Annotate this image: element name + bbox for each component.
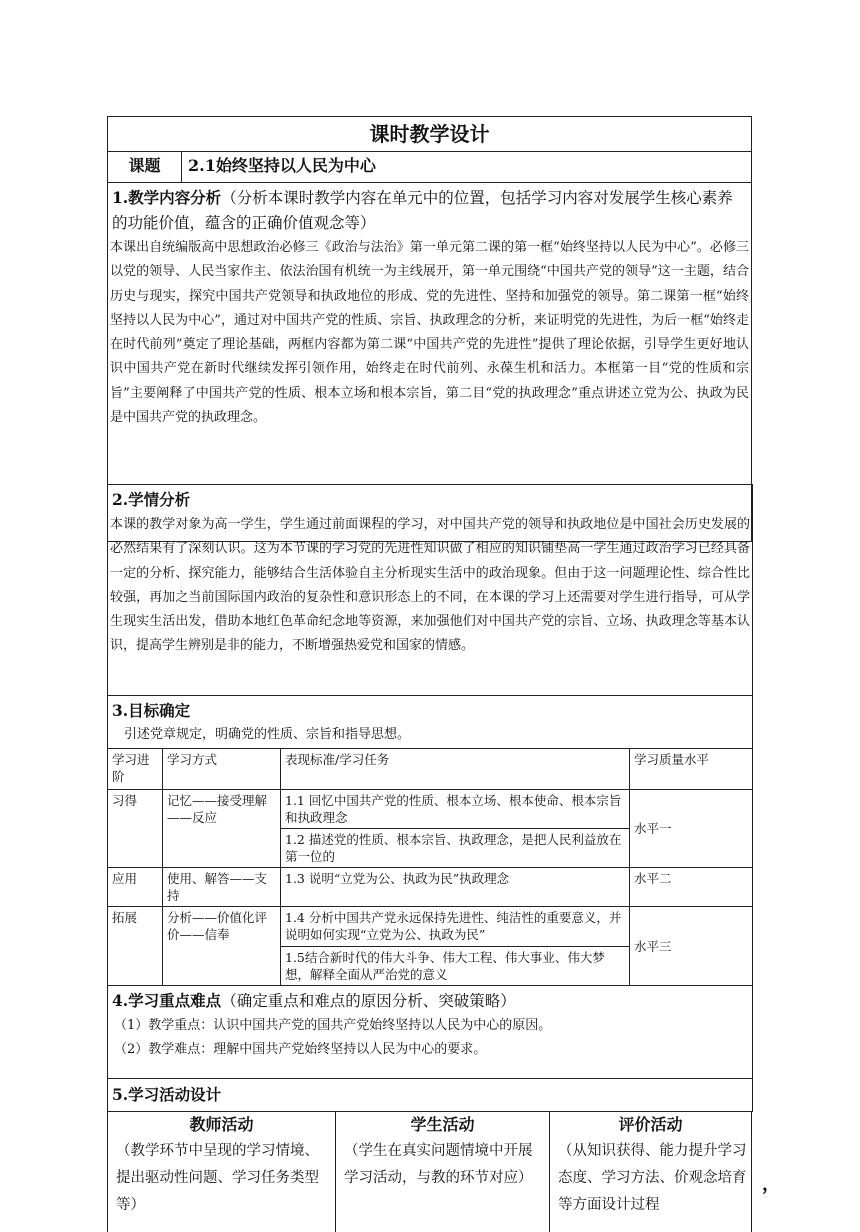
header-method: 学习方式 — [163, 749, 281, 790]
method-acquire: 记忆——接受理解——反应 — [163, 790, 281, 868]
objectives-heading: 3.目标确定 — [112, 701, 191, 720]
margin-mark: ， — [762, 1174, 780, 1195]
document-title: 课时教学设计 — [108, 117, 752, 152]
evaluation-activity-cell — [550, 1112, 752, 1232]
header-task: 表现标准/学习任务 — [281, 749, 630, 790]
content-analysis-heading: 1.教学内容分析（分析本课时教学内容在单元中的位置，包括学习内容对发展学生核心素养的功能价值，蕴含的正确价值观念等） — [112, 188, 733, 232]
task-1-2: 1.2 描述党的性质、根本宗旨、执政理念，是把人民利益放在第一位的 — [281, 829, 630, 868]
key-point-2: （2）教学难点：理解中国共产党始终坚持以人民为中心的要求。 — [114, 1042, 487, 1057]
student-activity-desc: （学生在真实问题情境中开展学习活动，与教的环节对应） — [344, 1143, 533, 1186]
teacher-activity-cell — [108, 1112, 336, 1232]
task-1-3: 1.3 说明“立党为公、执政为民”执政理念 — [281, 868, 630, 907]
level-2: 水平二 — [630, 868, 753, 907]
student-activity-cell — [336, 1112, 550, 1232]
task-1-1: 1.1 回忆中国共产党的性质、根本立场、根本使命、根本宗旨和执政理念 — [281, 790, 630, 829]
stage-extend: 拓展 — [108, 907, 163, 986]
method-apply: 使用、解答——支持 — [163, 868, 281, 907]
key-points-heading: 4.学习重点难点（确定重点和难点的原因分析、突破策略） — [112, 991, 516, 1010]
student-activity-title: 学生活动 — [410, 1115, 475, 1134]
evaluation-activity-desc: （从知识获得、能力提升学习态度、学习方法、价观念培育等方面设计过程 — [558, 1143, 747, 1213]
task-1-5: 1.5结合新时代的伟大斗争、伟大工程、伟大事业、伟大梦想，解释全面从严治党的意义 — [281, 947, 630, 986]
design-table-part2 — [107, 484, 752, 1232]
stage-apply: 应用 — [108, 868, 163, 907]
objectives-body: 引述党章规定，明确党的性质、宗旨和指导思想。 — [124, 727, 411, 742]
content-analysis-body: 本课出自统编版高中思想政治必修三《政治与法治》第一单元第二课的第一框“始终坚持以人民为中心”。必修三以党的领导、人民当家作主、依法治国有机统一为主线展开，第一单元围绕“中国共产党的领导”这一主题，结合历史与现实，探究中国共产党领导和执政地位的形成、党的先进性、坚持和加强党的领导。第二课第一框“始终坚持以人民为中心”，通过对中国共产党的性质、宗旨、执政理念的分析，来证明党的先进性，为后一框“始终走在时代前列”奠定了理论基础，两框内容都为第二课“中国共产党的先进性”提供了理论依据，引导学生更好地认识中国共产党在新时代继续发挥引领作用，始终走在时代前列、永葆生机和活力。本框第一目“党的性质和宗旨”主要阐释了中国共产党的性质、根本立场和根本宗旨，第二目“党的执政理念”重点讲述立党为公、执政为民是中国共产党的执政理念。 — [110, 240, 749, 426]
learner-analysis-heading: 2.学情分析 — [112, 490, 191, 509]
teacher-activity-title: 教师活动 — [189, 1115, 254, 1134]
topic-value: 2.1始终坚持以人民为中心 — [182, 152, 752, 183]
header-stage: 学习进阶 — [108, 749, 163, 790]
stage-acquire: 习得 — [108, 790, 163, 868]
header-level: 学习质量水平 — [630, 749, 753, 790]
level-1: 水平一 — [630, 790, 753, 868]
method-extend: 分析——价值化评价——信奉 — [163, 907, 281, 986]
key-point-1: （1）教学重点：认识中国共产党的国共产党始终坚持以人民为中心的原因。 — [114, 1018, 552, 1033]
task-1-4: 1.4 分析中国共产党永远保持先进性、纯洁性的重要意义，并说明如何实现“立党为公、执政为民” — [281, 907, 630, 947]
objectives-cell — [108, 696, 753, 749]
evaluation-activity-title: 评价活动 — [618, 1115, 683, 1134]
topic-label: 课题 — [108, 152, 182, 183]
learner-analysis-cell — [108, 485, 753, 696]
design-table-part1 — [107, 116, 752, 542]
learner-analysis-body: 本课的教学对象为高一学生，学生通过前面课程的学习，对中国共产党的领导和执政地位是中国社会历史发展的必然结果有了深刻认识。这为本节课的学习党的先进性知识做了相应的知识铺垫高一学生通过政治学习已经具备一定的分析、探究能力，能够结合生活体验自主分析现实生活中的政治现象。但由于这一问题理论性、综合性比较强，再加之当前国际国内政治的复杂性和意识形态上的不同，在本课的学习上还需要对学生进行指导，可从学生现实生活出发，借助本地红色革命纪念地等资源，来加强他们对中国共产党的宗旨、立场、执政理念等基本认识，提高学生辨别是非的能力，不断增强热爱党和国家的情感。 — [110, 517, 751, 654]
key-points-cell — [108, 986, 753, 1079]
activities-heading-cell — [108, 1079, 753, 1112]
level-3: 水平三 — [630, 907, 753, 986]
teacher-activity-desc: （教学环节中呈现的学习情境、提出驱动性问题、学习任务类型等） — [116, 1143, 319, 1213]
activities-heading: 5.学习活动设计 — [112, 1085, 222, 1104]
